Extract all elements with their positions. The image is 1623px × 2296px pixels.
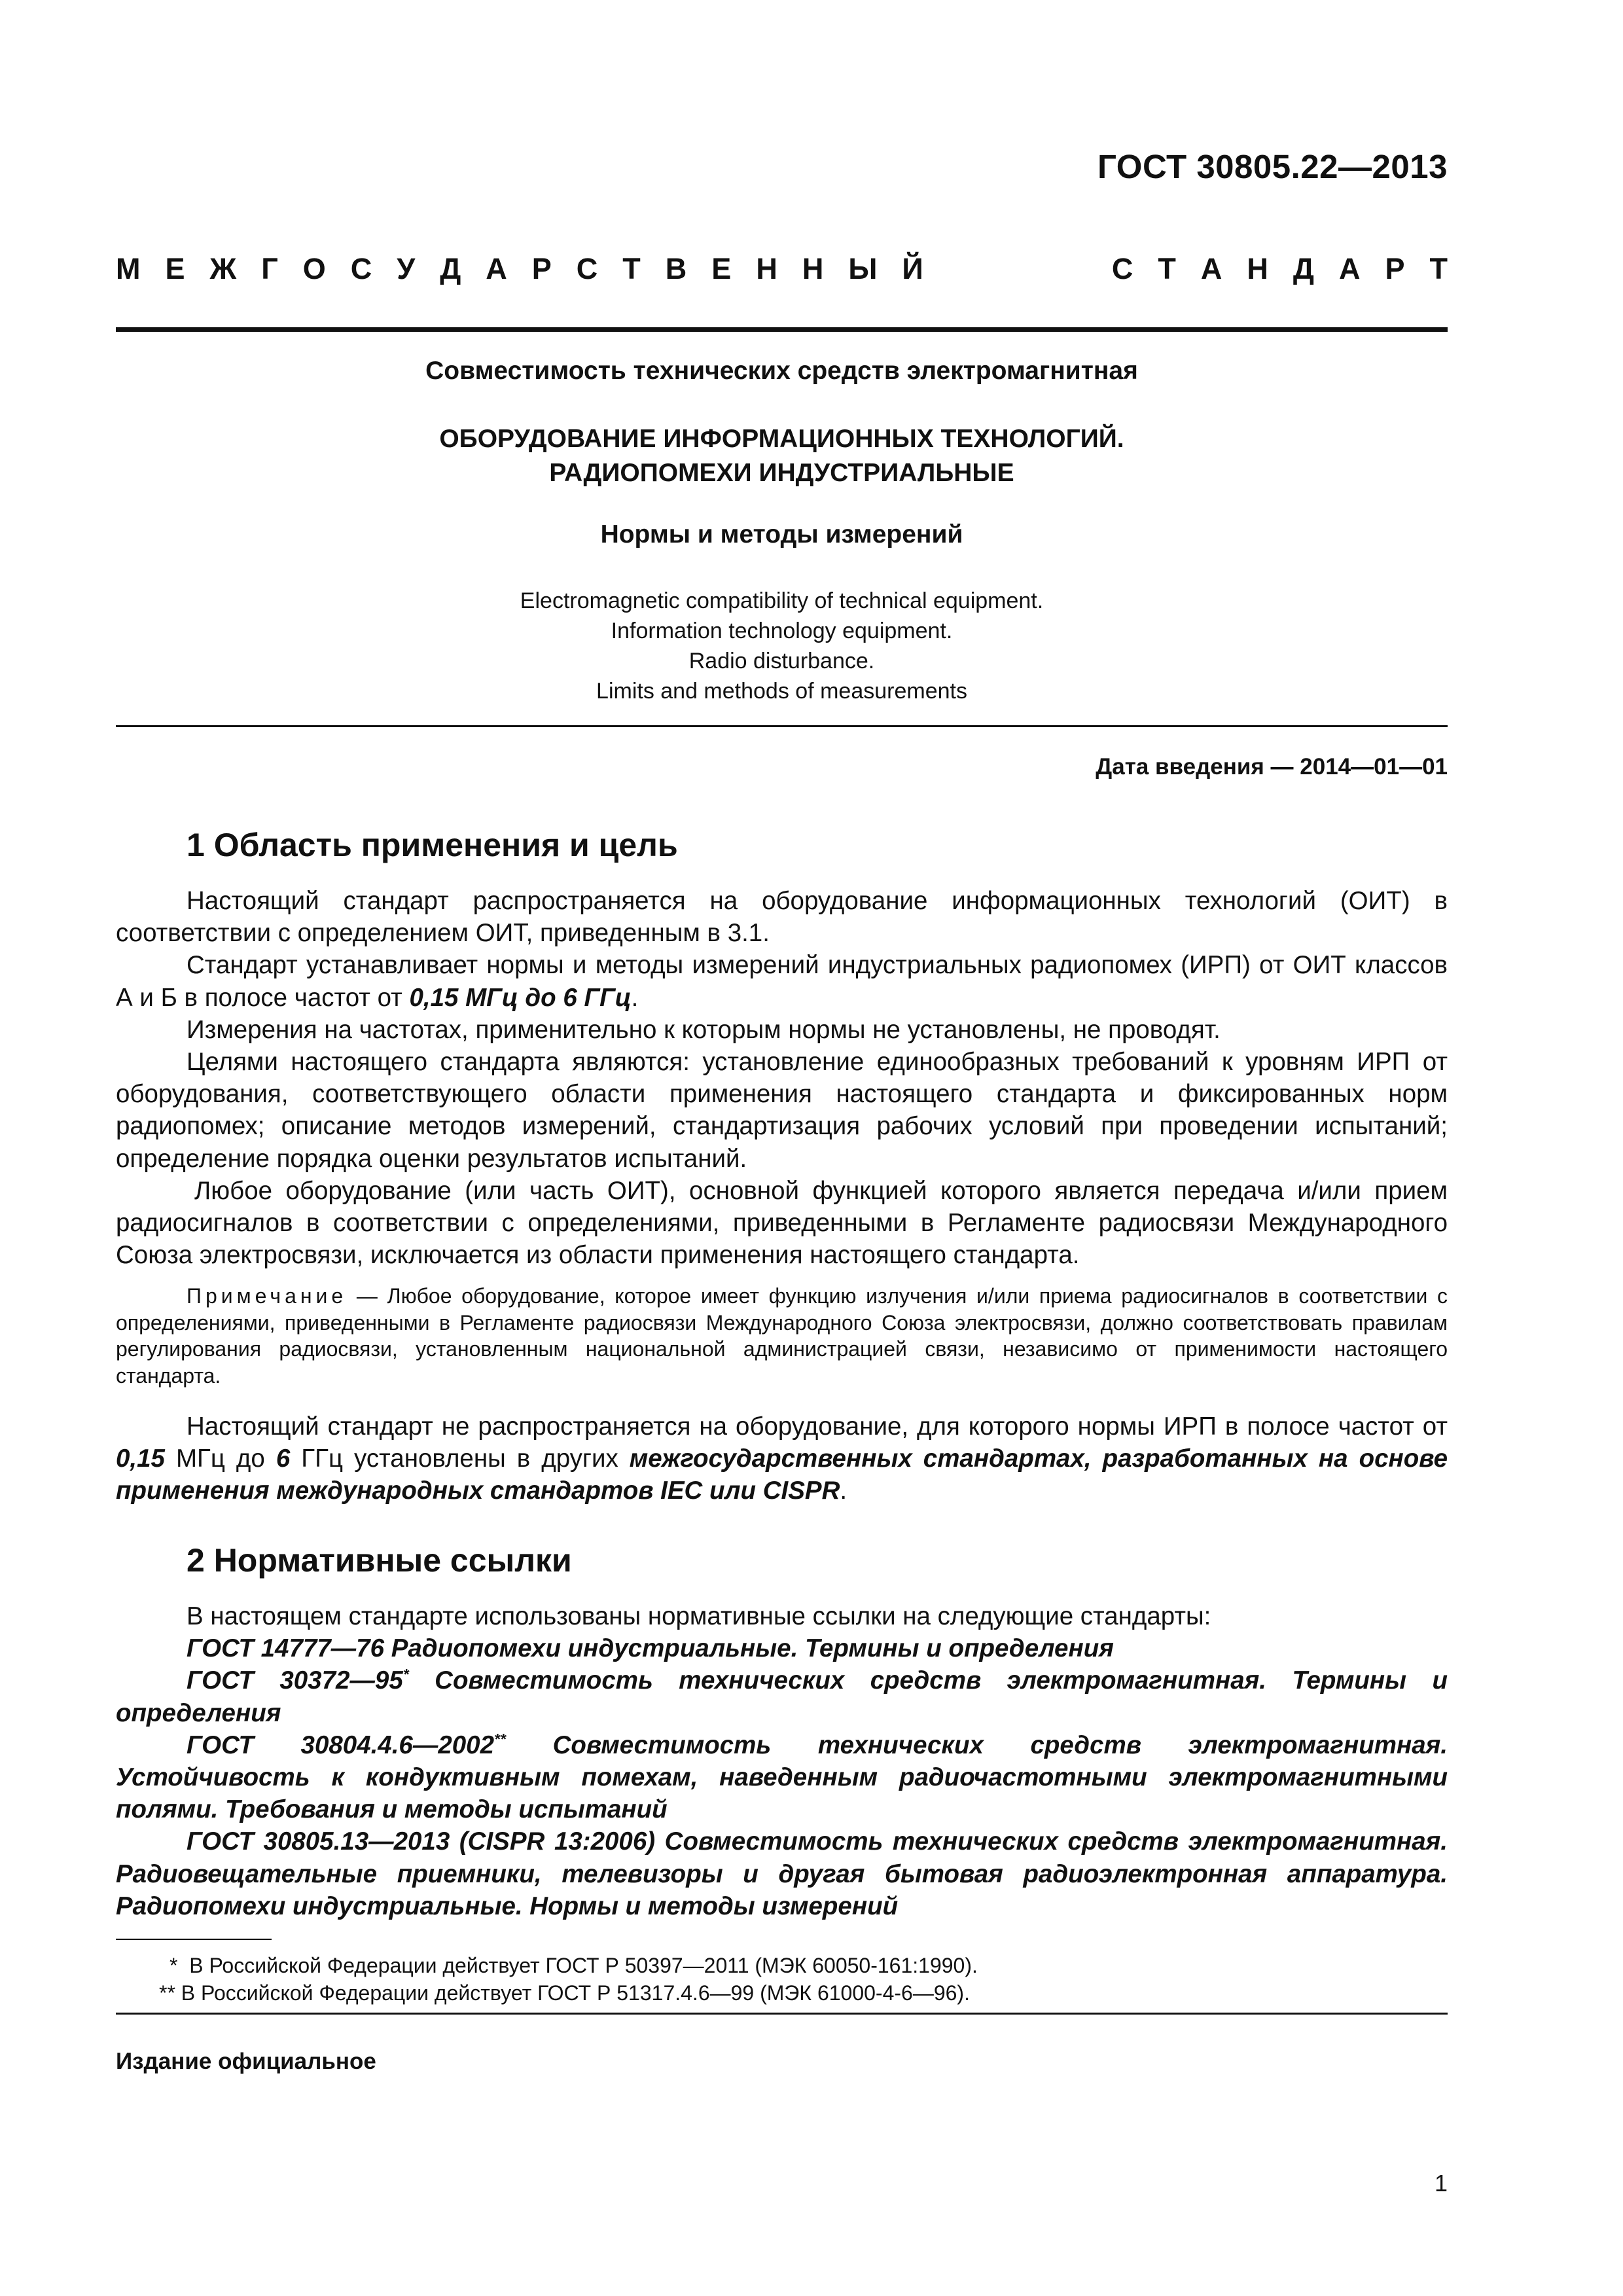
banner-letter: Н bbox=[1247, 252, 1268, 285]
banner-letter: Ы bbox=[848, 252, 878, 285]
paragraph-text: . bbox=[840, 1477, 847, 1505]
banner-letter: Д bbox=[440, 252, 461, 285]
interstate-standard-banner bbox=[116, 252, 1448, 286]
banner-letter: Т bbox=[622, 252, 641, 285]
footnote bbox=[116, 1952, 1448, 1979]
reference-code: ГОСТ 30804.4.6—2002 bbox=[187, 1731, 494, 1759]
footnote-mark: ** bbox=[159, 1981, 175, 2005]
title-english-line: Electromagnetic compatibility of technical equipment. bbox=[520, 588, 1044, 613]
title-main bbox=[116, 422, 1448, 490]
paragraph-text: МГц до bbox=[164, 1444, 276, 1473]
paragraph: Любое оборудование (или часть ОИТ), основной функцией которого является передача и/или прием радиосигналов в соответствии с определениями, приведенными в Регламенте радиосвязи Международного Союза электросвязи, исключается из области применения настоящего стандарта. bbox=[116, 1176, 1448, 1270]
section-1-body bbox=[116, 885, 1448, 1271]
banner-letter: Н bbox=[802, 252, 824, 285]
paragraph: Настоящий стандарт распространяется на оборудование информационных технологий (ОИТ) в соответствии с определением ОИТ, приведенным в 3.1. bbox=[116, 887, 1448, 948]
title-main-line: ОБОРУДОВАНИЕ ИНФОРМАЦИОННЫХ ТЕХНОЛОГИЙ. bbox=[439, 425, 1124, 453]
footer-divider bbox=[116, 2013, 1448, 2015]
title-norms: Нормы и методы измерений bbox=[600, 520, 963, 548]
banner-letter: Й bbox=[902, 252, 923, 285]
reference-title: Совместимость технических средств электромагнитная. Термины и определения bbox=[116, 1666, 1448, 1727]
banner-letter: Г bbox=[261, 252, 278, 285]
banner-letter: Е bbox=[711, 252, 732, 285]
banner-letter: В bbox=[665, 252, 687, 285]
banner-letter: Т bbox=[1158, 252, 1176, 285]
banner-letter: О bbox=[302, 252, 326, 285]
title-compat: Совместимость технических средств электромагнитная bbox=[425, 357, 1138, 385]
header-divider bbox=[116, 327, 1448, 332]
footnote bbox=[116, 1979, 1448, 2007]
footnote-text: В Российской Федерации действует ГОСТ Р 51317.4.6—99 (МЭК 61000-4-6—96). bbox=[181, 1981, 970, 2005]
banner-letter: Е bbox=[165, 252, 185, 285]
standard-word bbox=[1112, 252, 1448, 286]
title-main-line: РАДИОПОМЕХИ ИНДУСТРИАЛЬНЫЕ bbox=[549, 459, 1014, 487]
title-english-line: Limits and methods of measurements bbox=[596, 679, 967, 704]
banner-letter: У bbox=[397, 252, 416, 285]
banner-letter: А bbox=[1200, 252, 1222, 285]
footnote-marker: ** bbox=[493, 1730, 506, 1748]
official-edition-label: Издание официальное bbox=[116, 2049, 376, 2074]
paragraph-text: Настоящий стандарт не распространяется на оборудование, для которого нормы ИРП в полосе частот от bbox=[187, 1412, 1448, 1441]
reference-title: Совместимость технических средств электромагнитная. Устойчивость к кондуктивным помехам, наведенным радиочастотными электромагнитными полями. Требования и методы испытаний bbox=[116, 1731, 1448, 1824]
banner-letter: Р bbox=[1385, 252, 1405, 285]
title-english-line: Information technology equipment. bbox=[611, 619, 953, 643]
note-block bbox=[116, 1283, 1448, 1389]
reference-item: ГОСТ 30805.13—2013 (CISPR 13:2006) Совместимость технических средств электромагнитная. Радиовещательные приемники, телевизоры и другая бытовая радиоэлектронная аппаратура. Радиопомехи индустриальные. Нормы и методы измерений bbox=[116, 1827, 1448, 1920]
section-2-body bbox=[116, 1600, 1448, 1922]
section-1-body-continued bbox=[116, 1410, 1448, 1507]
title-english bbox=[116, 586, 1448, 706]
title-english-line: Radio disturbance. bbox=[688, 649, 875, 673]
introduction-date: Дата введения — 2014—01—01 bbox=[1096, 754, 1448, 780]
section-2-heading: 2 Нормативные ссылки bbox=[187, 1542, 572, 1579]
gost-code: ГОСТ 30805.22—2013 bbox=[1097, 148, 1448, 185]
footnote-text: В Российской Федерации действует ГОСТ Р 50397—2011 (МЭК 60050-161:1990). bbox=[189, 1954, 978, 1977]
banner-letter: С bbox=[350, 252, 372, 285]
footnote-mark: * bbox=[169, 1954, 178, 1977]
banner-letter: С bbox=[1111, 252, 1133, 285]
banner-letter: Д bbox=[1293, 252, 1314, 285]
note-paragraph bbox=[116, 1283, 1448, 1389]
banner-letter: М bbox=[116, 252, 141, 285]
emphasis-text: 0,15 bbox=[116, 1444, 165, 1473]
reference-item bbox=[116, 1664, 1448, 1729]
banner-letter: Р bbox=[531, 252, 552, 285]
banner-letter: Н bbox=[756, 252, 777, 285]
footnote-divider bbox=[116, 1939, 272, 1940]
footnote-marker: * bbox=[402, 1666, 409, 1683]
reference-item bbox=[116, 1729, 1448, 1826]
note-label: Примечание bbox=[187, 1284, 348, 1308]
emphasis-text: 6 bbox=[276, 1444, 291, 1473]
banner-letter: С bbox=[576, 252, 598, 285]
reference-item: ГОСТ 14777—76 Радиопомехи индустриальные. Термины и определения bbox=[187, 1634, 1114, 1663]
paragraph-text: . bbox=[631, 983, 639, 1012]
page-number: 1 bbox=[1434, 2170, 1448, 2197]
banner-letter: А bbox=[1338, 252, 1361, 285]
reference-code: ГОСТ 30372—95 bbox=[187, 1666, 403, 1695]
paragraph-text: ГГц установлены в других bbox=[290, 1444, 630, 1473]
interstate-word bbox=[116, 252, 923, 286]
paragraph-text: Стандарт устанавливает нормы и методы измерений индустриальных радиопомех (ИРП) от ОИТ классов А и Б в полосе частот от bbox=[116, 951, 1448, 1012]
emphasis-text: 0,15 МГц до 6 ГГц bbox=[409, 983, 632, 1012]
emphasis-text: межгосударственных стандартах, разработанных на основе применения международных стандартов IEC или CISPR bbox=[116, 1444, 1448, 1505]
paragraph bbox=[116, 949, 1448, 1013]
paragraph: Целями настоящего стандарта являются: установление единообразных требований к уровням ИРП от оборудования, соответствующего области применения настоящего стандарта и фиксированных норм радиопомех; описание методов измерений, стандартизация рабочих условий при проведении испытаний; определение порядка оценки результатов испытаний. bbox=[116, 1048, 1448, 1173]
banner-letter: Ж bbox=[209, 252, 237, 285]
section-1-heading: 1 Область применения и цель bbox=[187, 827, 678, 863]
paragraph: Измерения на частотах, применительно к которым нормы не установлены, не проводят. bbox=[187, 1015, 1221, 1044]
paragraph: В настоящем стандарте использованы нормативные ссылки на следующие стандарты: bbox=[187, 1602, 1211, 1630]
note-text: — Любое оборудование, которое имеет функцию излучения и/или приема радиосигналов в соответствии с определениями, приведенными в Регламенте радиосвязи Международного Союза электросвязи, должно соответствовать правилам регулирования радиосвязи, установленным национальной администрацией связи, независимо от применимости настоящего стандарта. bbox=[116, 1284, 1448, 1388]
title-divider bbox=[116, 725, 1448, 727]
paragraph bbox=[116, 1410, 1448, 1507]
banner-letter: А bbox=[486, 252, 507, 285]
footnotes bbox=[116, 1952, 1448, 2007]
banner-letter: Т bbox=[1429, 252, 1448, 285]
